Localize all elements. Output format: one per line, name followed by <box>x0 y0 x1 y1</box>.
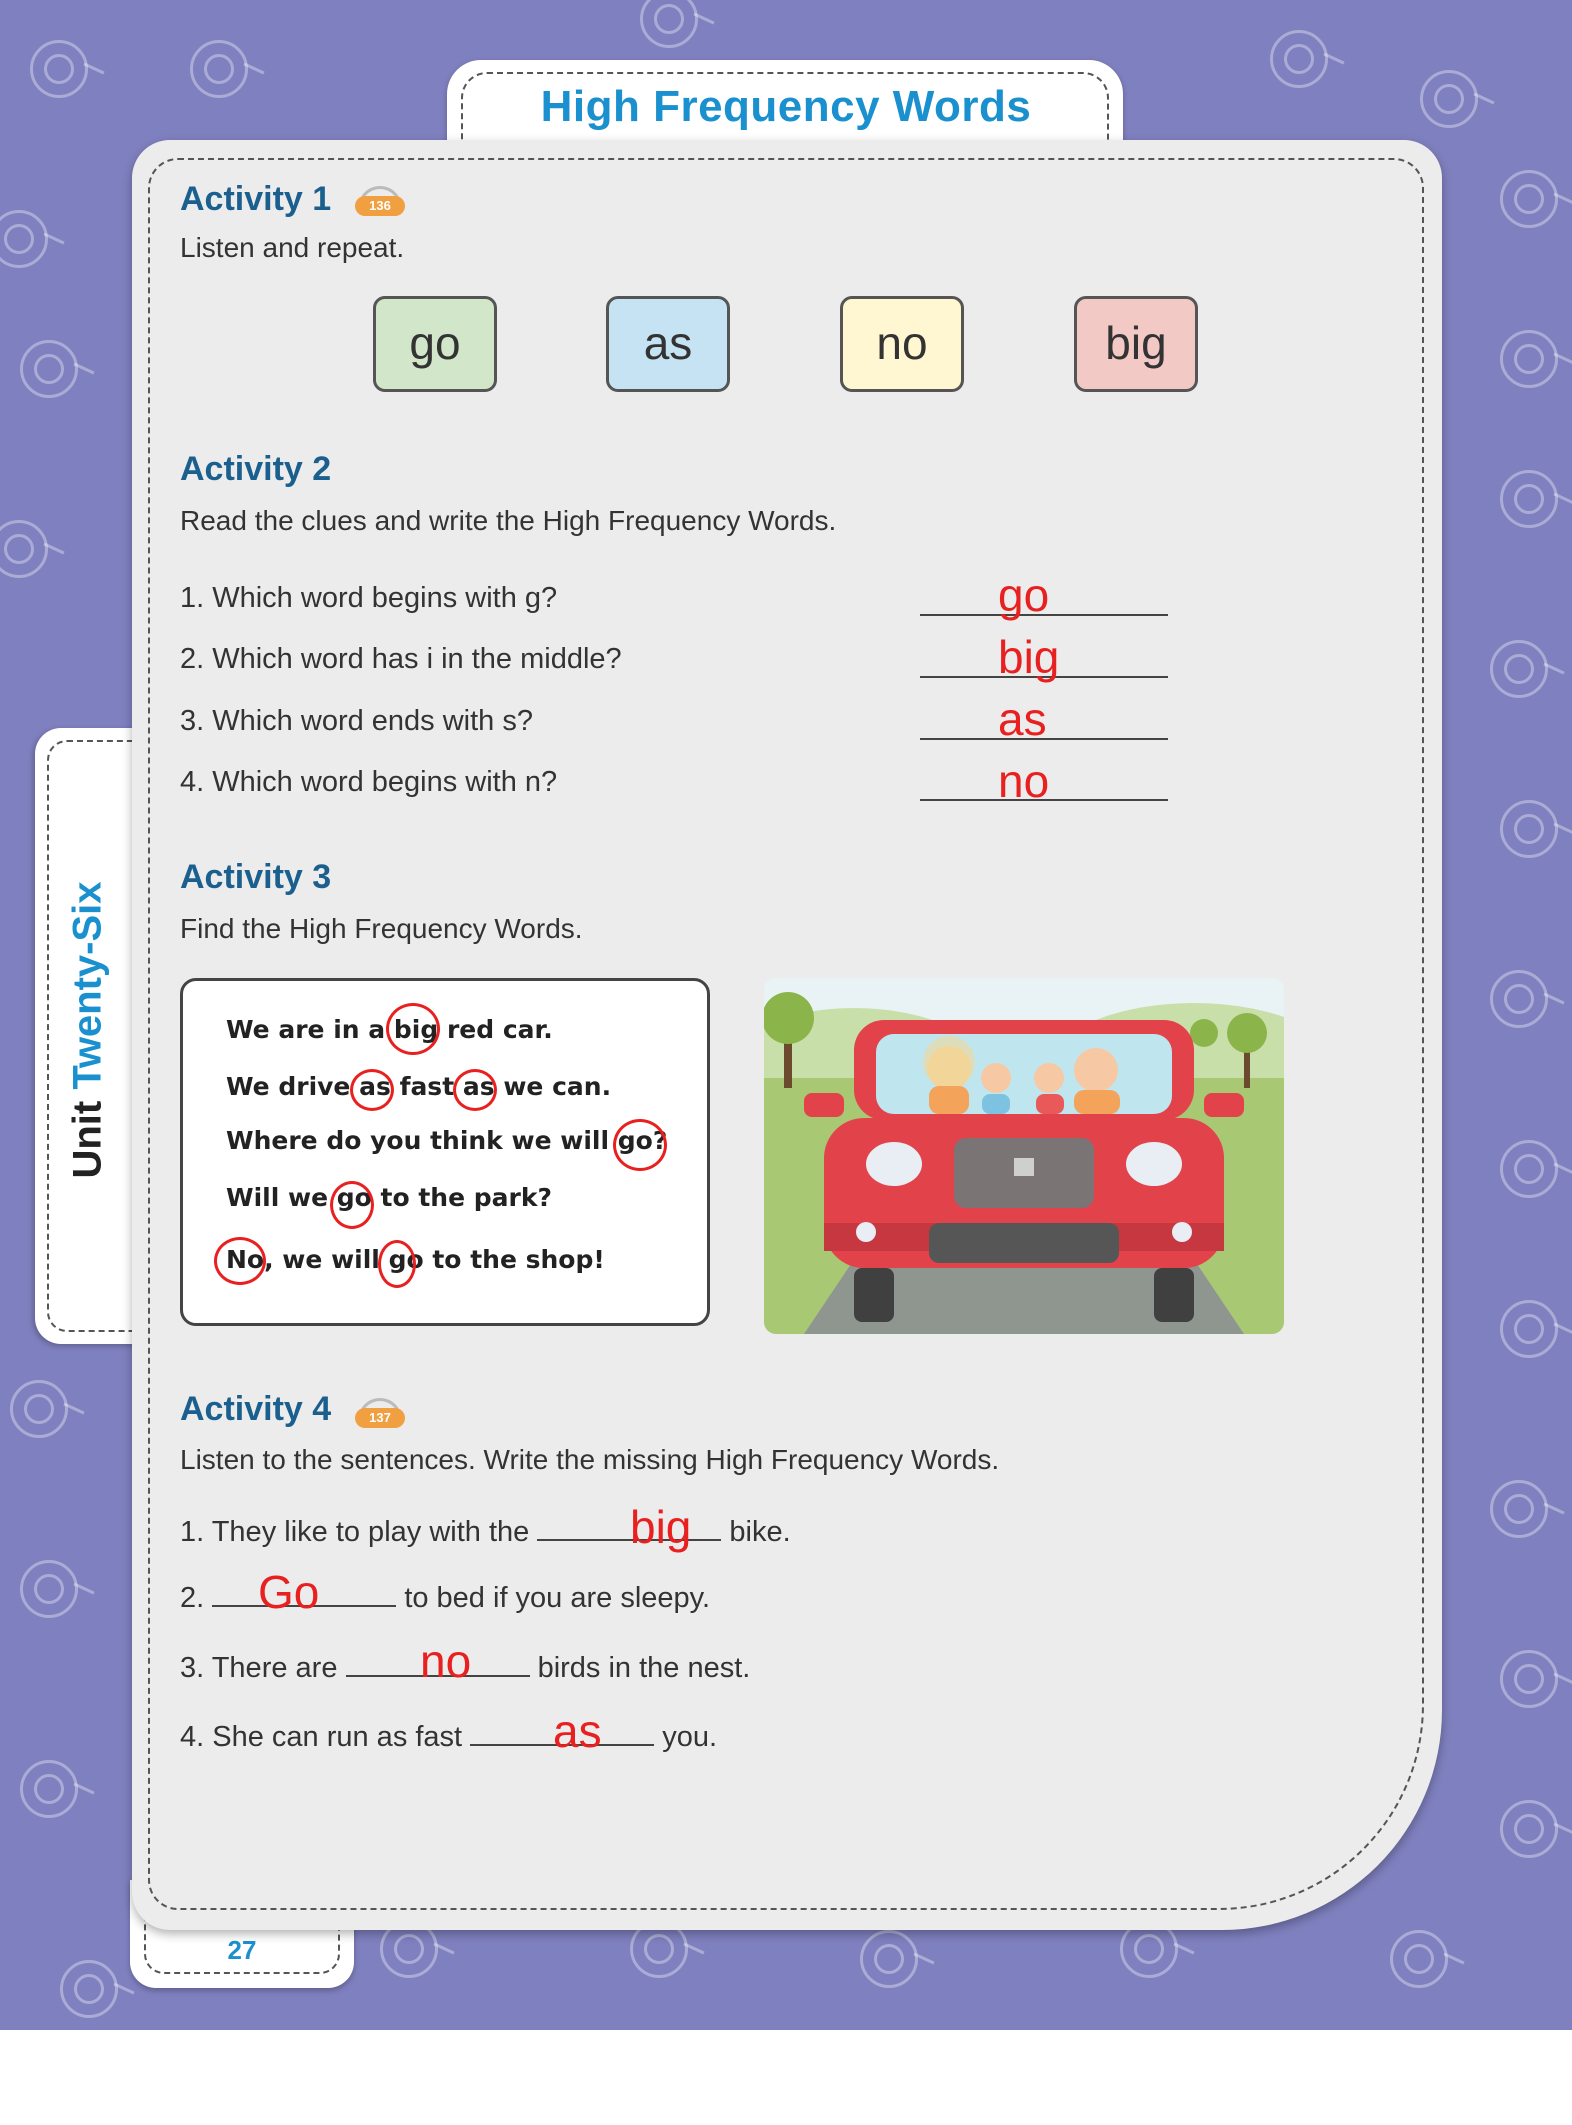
unit-name: Twenty-Six <box>65 881 110 1090</box>
found-word: go <box>336 1183 372 1212</box>
found-word: go <box>388 1245 424 1274</box>
found-word: No <box>226 1245 265 1274</box>
answer-2: big <box>998 631 1060 683</box>
unit-prefix: Unit <box>65 1100 110 1179</box>
activity3-instruction: Find the High Frequency Words. <box>180 913 583 944</box>
activity2-instruction: Read the clues and write the High Frequency Words. <box>180 505 837 536</box>
fill-sentence-3: 3. There are birds in the nest. <box>180 1652 751 1684</box>
circle-mark <box>453 1069 497 1111</box>
page-number: 27 <box>227 1935 257 1965</box>
word-card-no: no <box>840 296 964 392</box>
activity4-instruction: Listen to the sentences. Write the missing High Frequency Words. <box>180 1444 1000 1475</box>
activity1-instruction: Listen and repeat. <box>180 232 405 263</box>
car-illustration <box>764 978 1284 1334</box>
circle-mark <box>386 1003 440 1055</box>
word-card-go: go <box>373 296 497 392</box>
circle-mark <box>214 1237 266 1285</box>
word-card-as: as <box>606 296 730 392</box>
activity1-title: Activity 1 <box>180 180 332 218</box>
audio-track-2: 137 <box>355 1408 405 1428</box>
page-title: High Frequency Words <box>540 82 1032 131</box>
fill-answer-1: big <box>630 1501 692 1553</box>
circle-mark <box>330 1181 374 1229</box>
fill-answer-2: Go <box>258 1566 320 1618</box>
sentence-5: No, we will go to the shop! <box>226 1245 605 1274</box>
found-word: go <box>617 1126 653 1155</box>
sentence-1: We are in a big red car. <box>226 1015 553 1044</box>
answer-4: no <box>998 755 1050 807</box>
activity4-title: Activity 4 <box>180 1390 332 1428</box>
fill-sentence-1: 1. They like to play with the bike. <box>180 1516 791 1548</box>
clue-question-2: 2. Which word has i in the middle? <box>180 643 622 675</box>
circle-mark <box>378 1240 416 1288</box>
found-word: big <box>393 1015 439 1044</box>
activity3-title: Activity 3 <box>180 858 332 896</box>
headphones-icon[interactable] <box>352 186 408 216</box>
circle-mark <box>350 1069 394 1111</box>
clue-question-3: 3. Which word ends with s? <box>180 705 533 737</box>
answer-3: as <box>998 693 1047 745</box>
fill-sentence-4: 4. She can run as fast you. <box>180 1721 718 1753</box>
fill-answer-4: as <box>553 1705 602 1757</box>
circle-mark <box>613 1119 667 1171</box>
answer-1: go <box>998 569 1050 621</box>
unit-label <box>66 881 111 1178</box>
sentence-3: Where do you think we will go? <box>226 1126 668 1155</box>
headphones-icon[interactable] <box>352 1398 408 1428</box>
clue-question-1: 1. Which word begins with g? <box>180 582 558 614</box>
audio-track-1: 136 <box>355 196 405 216</box>
fill-sentence-2: 2. to bed if you are sleepy. <box>180 1582 711 1614</box>
sentence-2: We drive as fast as we can. <box>226 1072 612 1101</box>
clue-question-4: 4. Which word begins with n? <box>180 766 558 798</box>
found-word: as <box>359 1072 391 1101</box>
sentence-4: Will we go to the park? <box>226 1183 552 1212</box>
fill-answer-3: no <box>420 1635 472 1687</box>
found-word: as <box>462 1072 495 1101</box>
word-card-big: big <box>1074 296 1198 392</box>
activity2-title: Activity 2 <box>180 450 332 488</box>
